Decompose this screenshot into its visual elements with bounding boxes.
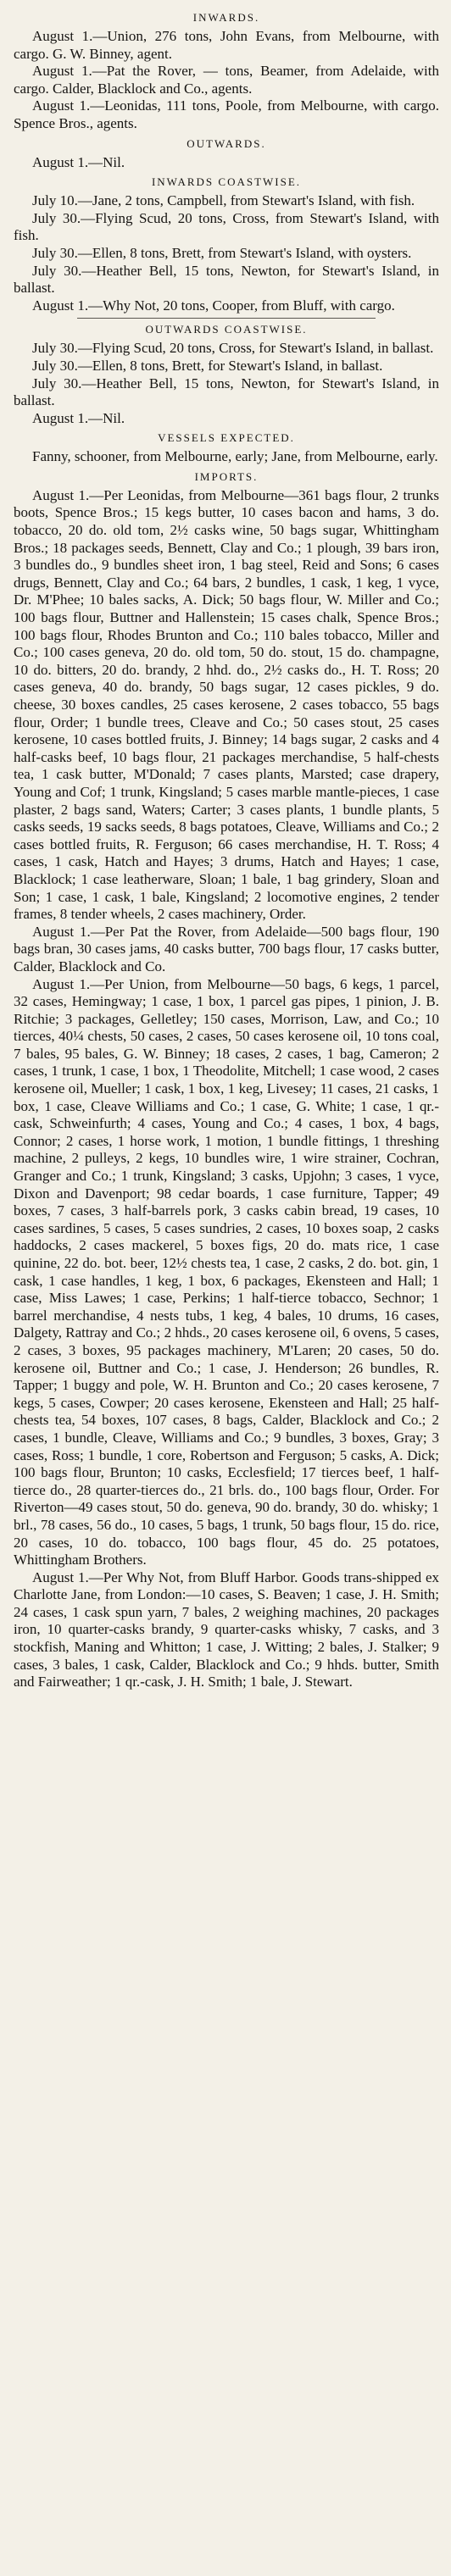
import-entry: August 1.—Per Pat the Rover, from Adelaide—500 bags flour, 190 bags bran, 30 cases jams, 40 casks butter, 700 bags flour, 17 casks butter, Calder, Blacklock and Co.	[14, 923, 439, 974]
section-inwards-coastwise	[14, 175, 439, 314]
import-entry: August 1.—Per Union, from Melbourne—50 bags, 6 kegs, 1 parcel, 32 cases, Hemingway; 1 case, 1 box, 1 parcel gas pipes, 1 pinion, J. B. Ritchie; 3 packages, Gelletley; 150 cases, Morrison, Law, and Co.; 10 tierces, 40¼ chests, 50 cases, 2 cases, 50 cases kerosene oil, 10 tons coal, 7 bales, 95 bales, G. W. Binney; 18 cases, 2 cases, 1 bag, Cameron; 2 cases, 1 trunk, 1 case, 1 box, 1 Theodolite, Mitchell; 1 case wood, 2 cases kerosene oil, Mueller; 1 cask, 1 box, 1 keg, Livesey; 11 cases, 21 casks, 1 box, 1 case, Cleave Williams and Co.; 1 case, G. White; 1 case, 1 qr.-cask, Schweinfurth; 4 cases, Young and Co.; 4 cases, 1 box, 4 bags, Connor; 2 cases, 1 horse work, 1 motion, 1 bundle fittings, 1 threshing machine, 2 pulleys, 2 kegs, 10 bundles wire, 1 wire strainer, Cochran, Granger and Co.; 1 trunk, Kingsland; 3 casks, Upjohn; 3 cases, 1 vyce, Dixon and Davenport; 98 cedar boards, 1 case furniture, Tapper; 49 boxes, 7 cases, 3 half-barrels pork, 3 casks cabin bread, 19 cases, 10 cases sardines, 5 cases, 5 cases sundries, 2 cases, 10 boxes soap, 2 casks haddocks, 2 cases mackerel, 5 boxes figs, 20 do. mats rice, 1 case quinine, 22 do. bot. beer, 12½ chests tea, 1 case, 2 casks, 2 do. bot. gin, 1 cask, 1 case handles, 1 keg, 1 box, 6 packages, Ekensteen and Hall; 1 case, Miss Lawes; 1 case, Perkins; 1 half-tierce tobacco, Sechnor; 1 barrel merchandise, 4 nests tubs, 1 keg, 4 bales, 10 drums, 16 cases, Dalgety, Rattray and Co.; 2 hhds., 20 cases kerosene oil, 6 ovens, 5 cases, 2 cases, 3 boxes, 95 packages machinery, M'Laren; 20 cases, 50 do. kerosene oil, Buttner and Co.; 1 case, J. Henderson; 26 bundles, R. Tapper; 1 buggy and pole, W. H. Brunton and Co.; 20 cases kerosene, 7 kegs, 5 cases, Cowper; 20 cases kerosene, Ekensteen and Hall; 25 half-chests tea, 54 boxes, 107 cases, 8 bags, Calder, Blacklock and Co.; 2 cases, 1 bundle, Cleave, Williams and Co.; 9 bundles, 3 boxes, Gray; 3 cases, Ross; 1 bundle, 1 core, Robertson and Ferguson; 5 casks, A. Dick; 100 bags flour, Brunton; 10 casks, Ecclesfield; 17 tierces beef, 1 half-tierce do., 28 quarter-tierces do., 21 brls. do., 100 bags flour, Order. For Riverton—49 cases stout, 50 do. geneva, 90 do. brandy, 30 do. whisky; 1 brl., 78 cases, 56 do., 10 cases, 5 bags, 1 trunk, 50 bags flour, 15 do. rice, 20 cases, 10 do. tobacco, 100 bags flour, 45 do. 25 potatoes, Whittingham Brothers.	[14, 975, 439, 1568]
section-heading: IMPORTS.	[194, 469, 259, 483]
section-outwards	[14, 137, 439, 172]
import-entry: August 1.—Per Why Not, from Bluff Harbor. Goods trans-shipped ex Charlotte Jane, from London:—10 cases, S. Beaven; 1 case, J. H. Smith; 24 cases, 1 cask spun yarn, 7 bales, 2 weighing machines, 20 packages iron, 10 quarter-casks brandy, 9 quarter-casks whisky, 7 casks, and 3 stockfish, Maning and Whitton; 1 case, J. Witting; 2 bales, J. Stalker; 9 cases, 3 bales, 1 cask, Calder, Blacklock and Co.; 9 hhds. butter, Smith and Fairweather; 1 qr.-cask, J. H. Smith; 1 bale, J. Stewart.	[14, 1568, 439, 1690]
shipping-entry: August 1.—Leonidas, 111 tons, Poole, from Melbourne, with cargo. Spence Bros., agents.	[14, 97, 439, 131]
section-heading: INWARDS.	[192, 11, 260, 24]
section-imports	[14, 470, 439, 1691]
shipping-entry: August 1.—Pat the Rover, — tons, Beamer, from Adelaide, with cargo. Calder, Blacklock and Co., agents.	[14, 63, 439, 97]
section-heading: INWARDS COASTWISE.	[151, 175, 302, 189]
shipping-entry: July 30.—Flying Scud, 20 tons, Cross, from Stewart's Island, with fish.	[14, 209, 439, 244]
section-inwards	[14, 11, 439, 133]
shipping-entry: July 30.—Heather Bell, 15 tons, Newton, for Stewart's Island, in ballast.	[14, 262, 439, 297]
shipping-entry: July 30.—Ellen, 8 tons, Brett, from Stewart's Island, with oysters.	[32, 244, 412, 261]
section-heading: OUTWARDS COASTWISE.	[145, 323, 308, 336]
section-divider	[77, 318, 375, 319]
shipping-entry: August 1.—Nil.	[32, 153, 125, 170]
section-outwards-coastwise	[14, 323, 439, 427]
shipping-entry: July 30.—Ellen, 8 tons, Brett, for Stewart's Island, in ballast.	[32, 357, 383, 374]
shipping-entry: Fanny, schooner, from Melbourne, early; Jane, from Melbourne, early.	[32, 448, 438, 465]
shipping-entry: July 30.—Heather Bell, 15 tons, Newton, for Stewart's Island, in ballast.	[14, 375, 439, 409]
shipping-entry: August 1.—Nil.	[32, 409, 125, 426]
shipping-entry: August 1.—Union, 276 tons, John Evans, from Melbourne, with cargo. G. W. Binney, agent.	[14, 28, 439, 62]
section-heading: OUTWARDS.	[187, 136, 266, 150]
section-heading: VESSELS EXPECTED.	[158, 431, 295, 445]
section-vessels-expected	[14, 431, 439, 466]
shipping-entry: August 1.—Why Not, 20 tons, Cooper, from Bluff, with cargo.	[32, 297, 395, 314]
shipping-entry: July 10.—Jane, 2 tons, Campbell, from Stewart's Island, with fish.	[32, 192, 415, 209]
import-entry: August 1.—Per Leonidas, from Melbourne—361 bags flour, 2 trunks boots, Spence Bros.; 15 kegs butter, 10 cases bacon and hams, 3 do. tobacco, 20 do. old tom, 2½ casks wine, 50 bags sugar, Whittingham Bros.; 18 packages seeds, Bennett, Clay and Co.; 1 plough, 39 bars iron, 3 bundles do., 9 bundles sheet iron, 1 bag steel, Reid and Sons; 6 cases drugs, Bennett, Clay and Co.; 64 bars, 2 bundles, 1 cask, 1 keg, 1 vyce, Dr. M'Phee; 10 bales sacks, A. Dick; 50 bags flour, W. Miller and Co.; 100 bags flour, Buttner and Hallenstein; 15 cases chalk, Spence Bros.; 100 bags flour, Rhodes Brunton and Co.; 110 bales tobacco, Miller and Co.; 100 cases geneva, 20 do. old tom, 50 do. stout, 15 do. champagne, 10 do. bitters, 20 do. brandy, 2 hhd. do., 2½ casks do., H. T. Ross; 20 cases geneva, 40 do. brandy, 50 bags sugar, 12 cases pickles, 9 do. cheese, 30 boxes candles, 25 cases kerosene, 2 cases tobacco, 55 bags flour, Order; 1 bundle trees, Cleave and Co.; 50 cases stout, 25 cases kerosene, 10 cases bottled fruits, J. Binney; 14 bags sugar, 2 casks and 4 half-casks beef, 10 bags flour, 21 packages merchandise, 5 half-chests tea, 1 cask butter, M'Donald; 7 cases plants, Marsted; case drapery, Young and Cof; 1 trunk, Kingsland; 5 cases marble mantle-pieces, 1 case plaster, 2 bags sand, Waters; Carter; 3 cases plants, 1 bundle plants, 5 casks seeds, 19 sacks seeds, 8 bags potatoes, Cleave, Williams and Co.; 2 cases bottled fruits, R. Ferguson; 66 cases merchandise, H. T. Ross; 4 cases, 1 cask, Hatch and Hayes; 3 drums, Hatch and Hayes; 1 case, Blacklock; 1 case leatherware, Sloan; 1 bale, 1 bag grindery, Sloan and Son; 1 case, 1 cask, 1 bale, Kingsland; 2 locomotive engines, 2 tender frames, 8 tender wheels, 2 cases machinery, Order.	[14, 486, 439, 923]
shipping-entry: July 30.—Flying Scud, 20 tons, Cross, for Stewart's Island, in ballast.	[32, 340, 434, 357]
